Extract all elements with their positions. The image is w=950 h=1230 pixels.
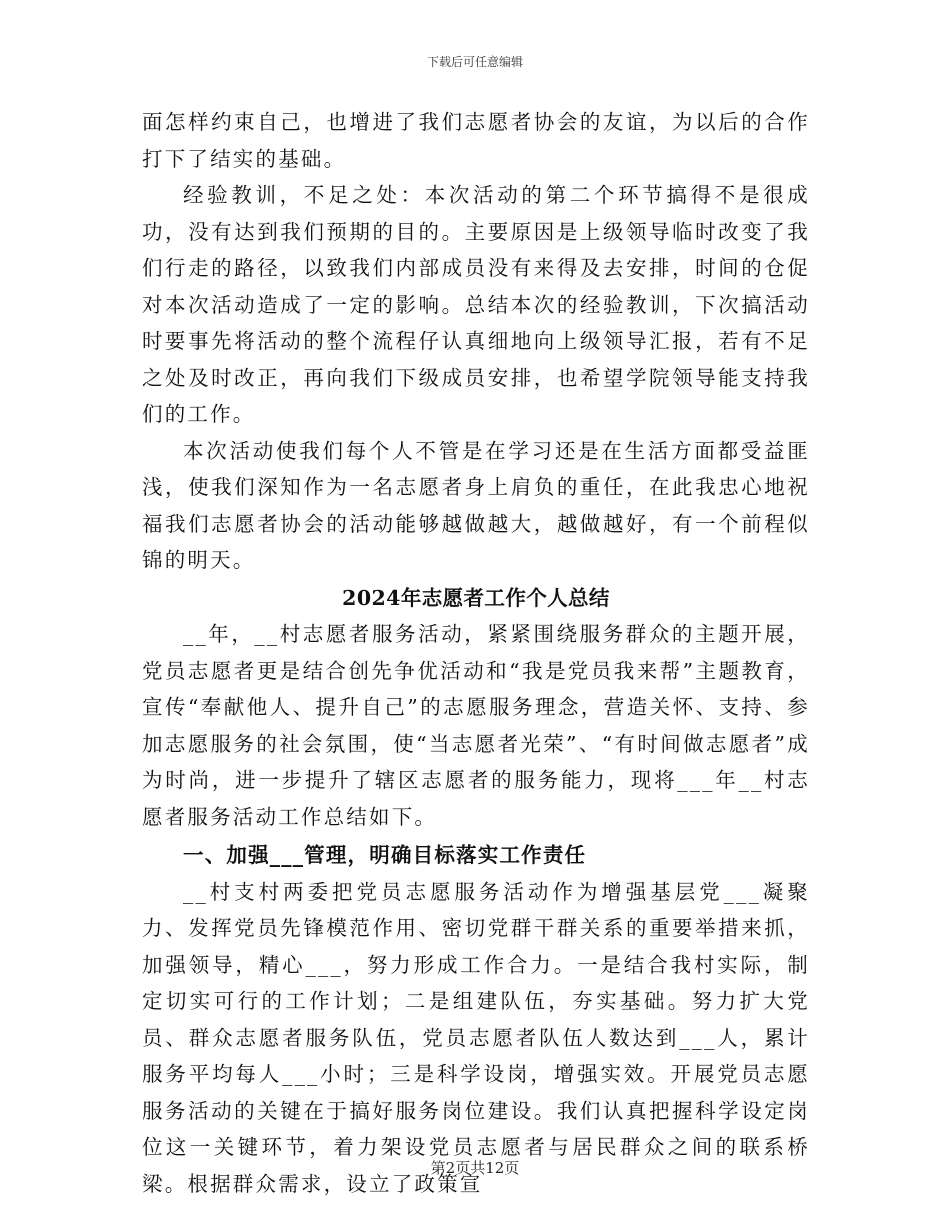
paragraph-closing: 本次活动使我们每个人不管是在学习还是在生活方面都受益匪浅，使我们深知作为一名志愿者身上肩负的重任，在此我忠心地祝福我们志愿者协会的活动能够越做越大，越做越好，有一个前程似锦的明天。 [142, 438, 810, 572]
heading-1: 一、加强___管理，明确目标落实工作责任 [183, 843, 587, 867]
page-number: 第2页共12页 [430, 1159, 520, 1177]
paragraph-lessons: 经验教训，不足之处：本次活动的第二个环节搞得不是很成功，没有达到我们预期的目的。主要原因是上级领导临时改变了我们行走的路径，以致我们内部成员没有来得及去安排，时间的仓促对本次活动造成了一定的影响。总结本次的经验教训，下次搞活动时要事先将活动的整个流程仔认真细地向上级领导汇报，若有不足之处及时改正，再向我们下级成员安排，也希望学院领导能支持我们的工作。 [142, 183, 810, 426]
paragraph-body: __村支村两委把党员志愿服务活动作为增强基层党___凝聚力、发挥党员先锋模范作用、密切党群干群关系的重要举措来抓，加强领导，精心___，努力形成工作合力。一是结合我村实际，制定切实可行的工作计划；二是组建队伍，夯实基础。努力扩大党员、群众志愿者服务队伍，党员志愿者队伍人数达到___人，累计服务平均每人___小时；三是科学设岗，增强实效。开展党员志愿服务活动的关键在于搞好服务岗位建设。我们认真把握科学设定岗位这一关键环节，着力架设党员志愿者与居民群众之间的联系桥梁。根据群众需求，设立了政策宣 [142, 879, 810, 1196]
paragraph-intro: __年，__村志愿者服务活动，紧紧围绕服务群众的主题开展，党员志愿者更是结合创先争优活动和“我是党员我来帮”主题教育，宣传“奉献他人、提升自己”的志愿服务理念，营造关怀、支持、参加志愿服务的社会氛围，使“当志愿者光荣”、“有时间做志愿者”成为时尚，进一步提升了辖区志愿者的服务能力，现将___年__村志愿者服务活动工作总结如下。 [142, 622, 810, 829]
document-body [142, 104, 810, 1202]
paragraph-continued: 面怎样约束自己，也增进了我们志愿者协会的友谊，为以后的合作打下了结实的基础。 [142, 110, 810, 171]
section-title: 2024年志愿者工作个人总结 [342, 585, 610, 610]
header-note: 下载后可任意编辑 [426, 55, 523, 69]
